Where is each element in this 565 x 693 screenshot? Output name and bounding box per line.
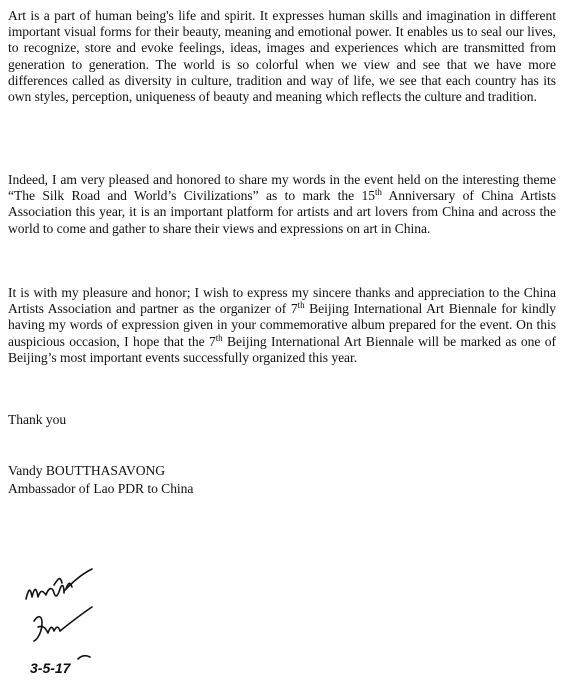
ordinal-suffix: th: [215, 332, 223, 343]
paragraph-thanks-text-end: Beijing International Art Biennale will be marked as one of Beijing’s most important events successfully organized this year.: [8, 333, 556, 365]
handwritten-date: 3-5-17: [30, 660, 71, 676]
handwritten-signature: [20, 555, 150, 685]
paragraph-thanks-text-cont: Beijing International Art Biennale for kindly having my words of expression given in your commemorative album prepared for the event. On this auspicious occasion, I hope that the 7: [8, 301, 557, 349]
signatory-name: Vandy BOUTTHASAVONG: [8, 463, 166, 478]
closing-thank-you: Thank you: [8, 412, 67, 427]
paragraph-silk-road-text-cont: Anniversary of China Artists Association this year, it is an important platform for artists and art lovers from China and across the world to come and gather to share their views and expressions on art in China.: [8, 188, 556, 236]
paragraph-thanks-biennale: [8, 285, 556, 366]
ordinal-suffix: th: [297, 300, 305, 311]
paragraph-art-intro: Art is a part of human being's life and spirit. It expresses human skills and imagination in different important visual forms for their beauty, meaning and emotional power. It enables us to seal our lives, to recognize, store and evoke feelings, ideas, images and experiences which are transmitted from generation to generation. The world is so colorful when we view and see that we have more differences called as diversity in culture, tradition and way of life, we see that each country has its own styles, perception, uniqueness of beauty and meaning which reflects the culture and tradition.: [8, 8, 556, 105]
paragraph-silk-road-text: Indeed, I am very pleased and honored to share my words in the event held on the interesting theme “The Silk Road and World’s Civilizations” as to mark the 15: [8, 172, 556, 204]
signatory-title: Ambassador of Lao PDR to China: [8, 481, 194, 496]
ordinal-suffix: th: [374, 187, 382, 198]
paragraph-thanks-text: It is with my pleasure and honor; I wish to express my sincere thanks and appreciation to the China Artists Association and partner as the organizer of 7: [8, 285, 556, 317]
signature-scribble-icon: [20, 555, 150, 685]
paragraph-silk-road: [8, 172, 556, 237]
